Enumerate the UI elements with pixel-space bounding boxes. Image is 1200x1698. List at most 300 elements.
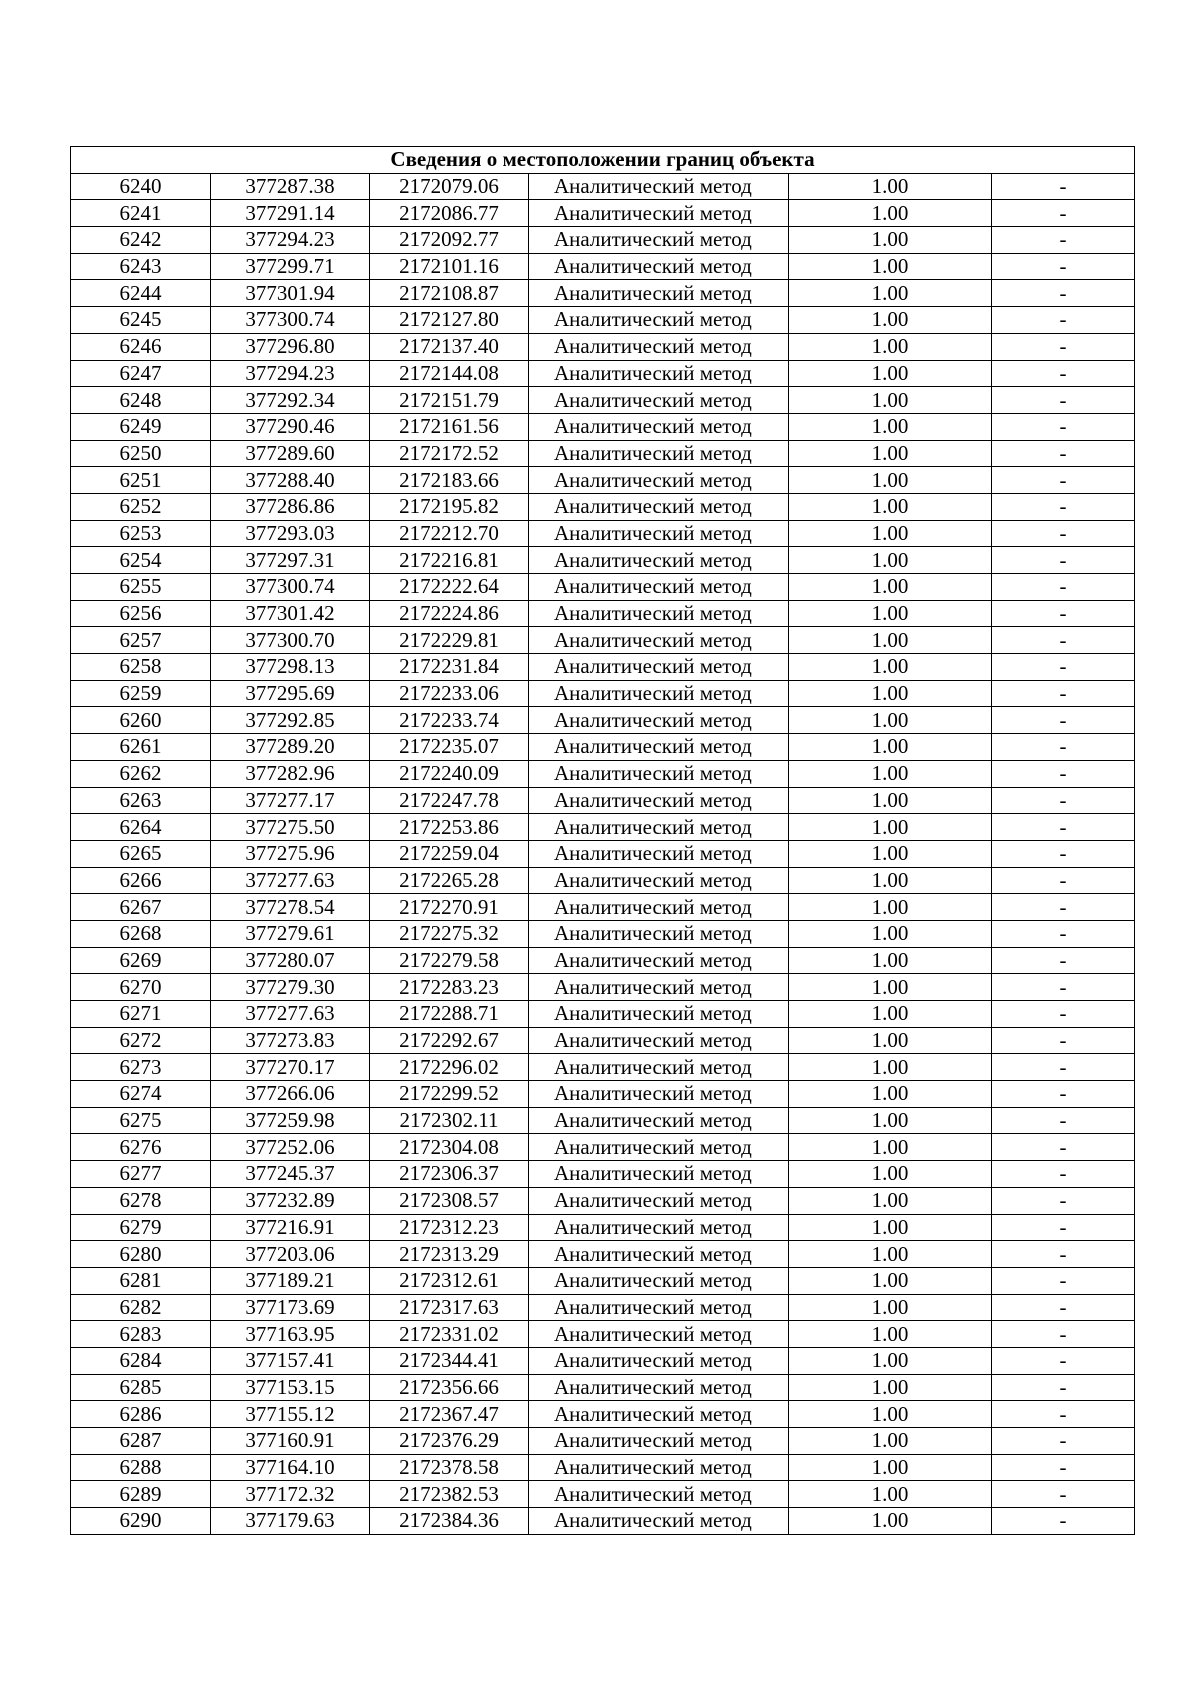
cell-method: Аналитический метод [529,654,789,681]
cell-note: - [992,787,1135,814]
cell-coordinate-y: 2172172.52 [370,440,529,467]
cell-accuracy: 1.00 [789,787,992,814]
cell-method: Аналитический метод [529,574,789,601]
cell-coordinate-x: 377275.50 [211,814,370,841]
cell-note: - [992,760,1135,787]
table-row [71,1428,1135,1455]
cell-coordinate-x: 377275.96 [211,840,370,867]
cell-coordinate-y: 2172313.29 [370,1241,529,1268]
table-title-row [71,147,1135,174]
cell-point-number: 6261 [71,734,211,761]
cell-coordinate-y: 2172306.37 [370,1161,529,1188]
cell-note: - [992,360,1135,387]
cell-note: - [992,227,1135,254]
cell-point-number: 6240 [71,173,211,200]
cell-point-number: 6248 [71,387,211,414]
table-row [71,1214,1135,1241]
cell-coordinate-x: 377245.37 [211,1161,370,1188]
cell-accuracy: 1.00 [789,1081,992,1108]
cell-coordinate-x: 377288.40 [211,467,370,494]
cell-method: Аналитический метод [529,947,789,974]
cell-coordinate-x: 377270.17 [211,1054,370,1081]
cell-note: - [992,1161,1135,1188]
table-row [71,467,1135,494]
table-row [71,333,1135,360]
cell-coordinate-y: 2172108.87 [370,280,529,307]
cell-method: Аналитический метод [529,200,789,227]
cell-method: Аналитический метод [529,1134,789,1161]
table-row [71,253,1135,280]
cell-coordinate-x: 377277.63 [211,1001,370,1028]
cell-coordinate-x: 377252.06 [211,1134,370,1161]
cell-accuracy: 1.00 [789,894,992,921]
cell-method: Аналитический метод [529,360,789,387]
boundary-coordinates-table [70,146,1135,1535]
cell-note: - [992,1454,1135,1481]
cell-point-number: 6265 [71,840,211,867]
cell-accuracy: 1.00 [789,947,992,974]
cell-method: Аналитический метод [529,1321,789,1348]
cell-coordinate-y: 2172247.78 [370,787,529,814]
cell-coordinate-y: 2172235.07 [370,734,529,761]
cell-accuracy: 1.00 [789,974,992,1001]
table-row [71,814,1135,841]
cell-coordinate-x: 377301.42 [211,600,370,627]
cell-coordinate-x: 377292.34 [211,387,370,414]
cell-method: Аналитический метод [529,760,789,787]
cell-note: - [992,413,1135,440]
cell-coordinate-x: 377164.10 [211,1454,370,1481]
cell-accuracy: 1.00 [789,173,992,200]
table-row [71,360,1135,387]
cell-coordinate-y: 2172092.77 [370,227,529,254]
cell-coordinate-y: 2172183.66 [370,467,529,494]
cell-note: - [992,253,1135,280]
cell-method: Аналитический метод [529,253,789,280]
cell-note: - [992,920,1135,947]
cell-coordinate-x: 377232.89 [211,1187,370,1214]
table-body [71,173,1135,1534]
cell-note: - [992,1027,1135,1054]
table-row [71,1321,1135,1348]
table-row [71,1054,1135,1081]
table-row [71,1161,1135,1188]
cell-point-number: 6278 [71,1187,211,1214]
cell-coordinate-y: 2172275.32 [370,920,529,947]
table-row [71,227,1135,254]
cell-coordinate-y: 2172283.23 [370,974,529,1001]
cell-coordinate-x: 377172.32 [211,1481,370,1508]
cell-note: - [992,1134,1135,1161]
cell-note: - [992,1321,1135,1348]
cell-accuracy: 1.00 [789,547,992,574]
cell-point-number: 6257 [71,627,211,654]
cell-point-number: 6290 [71,1508,211,1535]
cell-note: - [992,600,1135,627]
table-row [71,894,1135,921]
table-row [71,1294,1135,1321]
cell-method: Аналитический метод [529,1001,789,1028]
cell-method: Аналитический метод [529,387,789,414]
cell-coordinate-y: 2172259.04 [370,840,529,867]
cell-point-number: 6275 [71,1107,211,1134]
table-row [71,1187,1135,1214]
cell-coordinate-x: 377298.13 [211,654,370,681]
cell-method: Аналитический метод [529,1374,789,1401]
cell-accuracy: 1.00 [789,333,992,360]
table-row [71,387,1135,414]
cell-point-number: 6258 [71,654,211,681]
cell-coordinate-x: 377203.06 [211,1241,370,1268]
cell-coordinate-y: 2172086.77 [370,200,529,227]
cell-note: - [992,840,1135,867]
cell-note: - [992,333,1135,360]
cell-point-number: 6244 [71,280,211,307]
cell-point-number: 6270 [71,974,211,1001]
cell-coordinate-y: 2172376.29 [370,1428,529,1455]
cell-coordinate-x: 377279.61 [211,920,370,947]
cell-coordinate-x: 377300.74 [211,574,370,601]
cell-coordinate-y: 2172344.41 [370,1347,529,1374]
cell-point-number: 6277 [71,1161,211,1188]
cell-coordinate-y: 2172312.61 [370,1267,529,1294]
cell-coordinate-y: 2172270.91 [370,894,529,921]
cell-coordinate-y: 2172161.56 [370,413,529,440]
cell-coordinate-x: 377155.12 [211,1401,370,1428]
table-row [71,707,1135,734]
cell-note: - [992,1107,1135,1134]
cell-accuracy: 1.00 [789,1401,992,1428]
cell-accuracy: 1.00 [789,627,992,654]
cell-coordinate-y: 2172079.06 [370,173,529,200]
table-row [71,1081,1135,1108]
table-title: Сведения о местоположении границ объекта [71,147,1135,174]
cell-method: Аналитический метод [529,1454,789,1481]
cell-method: Аналитический метод [529,894,789,921]
table-row [71,680,1135,707]
cell-accuracy: 1.00 [789,1214,992,1241]
cell-accuracy: 1.00 [789,734,992,761]
cell-coordinate-y: 2172292.67 [370,1027,529,1054]
cell-point-number: 6256 [71,600,211,627]
table-row [71,627,1135,654]
cell-coordinate-x: 377277.63 [211,867,370,894]
cell-coordinate-x: 377291.14 [211,200,370,227]
cell-coordinate-x: 377279.30 [211,974,370,1001]
cell-coordinate-x: 377297.31 [211,547,370,574]
cell-method: Аналитический метод [529,413,789,440]
cell-accuracy: 1.00 [789,1187,992,1214]
cell-point-number: 6285 [71,1374,211,1401]
cell-point-number: 6279 [71,1214,211,1241]
cell-coordinate-y: 2172222.64 [370,574,529,601]
cell-point-number: 6259 [71,680,211,707]
cell-coordinate-y: 2172296.02 [370,1054,529,1081]
cell-method: Аналитический метод [529,1401,789,1428]
cell-note: - [992,307,1135,334]
cell-coordinate-y: 2172137.40 [370,333,529,360]
cell-accuracy: 1.00 [789,1267,992,1294]
cell-accuracy: 1.00 [789,413,992,440]
table-row [71,1001,1135,1028]
table-row [71,1454,1135,1481]
table-row [71,413,1135,440]
cell-point-number: 6267 [71,894,211,921]
cell-accuracy: 1.00 [789,387,992,414]
cell-note: - [992,680,1135,707]
cell-coordinate-x: 377295.69 [211,680,370,707]
cell-method: Аналитический метод [529,707,789,734]
table-row [71,760,1135,787]
cell-point-number: 6260 [71,707,211,734]
cell-accuracy: 1.00 [789,1161,992,1188]
cell-coordinate-x: 377300.74 [211,307,370,334]
cell-point-number: 6271 [71,1001,211,1028]
table-row [71,974,1135,1001]
cell-coordinate-y: 2172144.08 [370,360,529,387]
cell-point-number: 6288 [71,1454,211,1481]
cell-note: - [992,1481,1135,1508]
cell-method: Аналитический метод [529,680,789,707]
cell-accuracy: 1.00 [789,1374,992,1401]
cell-accuracy: 1.00 [789,360,992,387]
table-row [71,547,1135,574]
cell-method: Аналитический метод [529,787,789,814]
cell-coordinate-x: 377280.07 [211,947,370,974]
cell-coordinate-y: 2172127.80 [370,307,529,334]
cell-method: Аналитический метод [529,1241,789,1268]
cell-method: Аналитический метод [529,227,789,254]
cell-note: - [992,547,1135,574]
cell-coordinate-y: 2172216.81 [370,547,529,574]
cell-coordinate-x: 377296.80 [211,333,370,360]
cell-coordinate-x: 377153.15 [211,1374,370,1401]
cell-accuracy: 1.00 [789,280,992,307]
cell-coordinate-y: 2172279.58 [370,947,529,974]
cell-note: - [992,1187,1135,1214]
table-row [71,867,1135,894]
cell-method: Аналитический метод [529,1294,789,1321]
table-row [71,520,1135,547]
cell-method: Аналитический метод [529,467,789,494]
cell-coordinate-y: 2172212.70 [370,520,529,547]
cell-note: - [992,1401,1135,1428]
cell-method: Аналитический метод [529,547,789,574]
cell-method: Аналитический метод [529,600,789,627]
cell-coordinate-x: 377157.41 [211,1347,370,1374]
cell-accuracy: 1.00 [789,493,992,520]
table-row [71,1347,1135,1374]
cell-accuracy: 1.00 [789,814,992,841]
cell-note: - [992,1054,1135,1081]
cell-note: - [992,440,1135,467]
cell-method: Аналитический метод [529,1428,789,1455]
cell-coordinate-y: 2172288.71 [370,1001,529,1028]
cell-accuracy: 1.00 [789,1241,992,1268]
cell-point-number: 6281 [71,1267,211,1294]
cell-note: - [992,734,1135,761]
cell-coordinate-y: 2172378.58 [370,1454,529,1481]
cell-note: - [992,867,1135,894]
table-row [71,1027,1135,1054]
cell-note: - [992,894,1135,921]
cell-point-number: 6273 [71,1054,211,1081]
table-row [71,840,1135,867]
cell-accuracy: 1.00 [789,1347,992,1374]
cell-method: Аналитический метод [529,1214,789,1241]
cell-point-number: 6280 [71,1241,211,1268]
cell-coordinate-x: 377289.20 [211,734,370,761]
table-row [71,1481,1135,1508]
cell-point-number: 6262 [71,760,211,787]
cell-accuracy: 1.00 [789,1321,992,1348]
table-row [71,787,1135,814]
cell-method: Аналитический метод [529,734,789,761]
cell-note: - [992,627,1135,654]
cell-point-number: 6286 [71,1401,211,1428]
cell-method: Аналитический метод [529,440,789,467]
cell-method: Аналитический метод [529,1027,789,1054]
cell-point-number: 6283 [71,1321,211,1348]
cell-method: Аналитический метод [529,493,789,520]
cell-accuracy: 1.00 [789,760,992,787]
cell-method: Аналитический метод [529,920,789,947]
cell-point-number: 6246 [71,333,211,360]
cell-coordinate-y: 2172299.52 [370,1081,529,1108]
table-row [71,1508,1135,1535]
cell-note: - [992,467,1135,494]
table-row [71,280,1135,307]
cell-note: - [992,1374,1135,1401]
cell-coordinate-y: 2172195.82 [370,493,529,520]
cell-note: - [992,493,1135,520]
cell-coordinate-y: 2172302.11 [370,1107,529,1134]
cell-accuracy: 1.00 [789,680,992,707]
table-row [71,920,1135,947]
cell-coordinate-x: 377282.96 [211,760,370,787]
cell-coordinate-y: 2172101.16 [370,253,529,280]
cell-accuracy: 1.00 [789,253,992,280]
cell-accuracy: 1.00 [789,654,992,681]
cell-point-number: 6282 [71,1294,211,1321]
cell-note: - [992,1214,1135,1241]
cell-accuracy: 1.00 [789,200,992,227]
table-row [71,654,1135,681]
table-row [71,493,1135,520]
cell-point-number: 6247 [71,360,211,387]
cell-note: - [992,520,1135,547]
cell-coordinate-y: 2172224.86 [370,600,529,627]
cell-point-number: 6250 [71,440,211,467]
cell-note: - [992,654,1135,681]
cell-point-number: 6243 [71,253,211,280]
cell-method: Аналитический метод [529,840,789,867]
cell-note: - [992,947,1135,974]
cell-note: - [992,1241,1135,1268]
cell-method: Аналитический метод [529,1481,789,1508]
cell-accuracy: 1.00 [789,227,992,254]
cell-point-number: 6276 [71,1134,211,1161]
cell-accuracy: 1.00 [789,1428,992,1455]
cell-coordinate-x: 377277.17 [211,787,370,814]
cell-method: Аналитический метод [529,333,789,360]
cell-point-number: 6287 [71,1428,211,1455]
cell-accuracy: 1.00 [789,307,992,334]
cell-note: - [992,1267,1135,1294]
cell-accuracy: 1.00 [789,920,992,947]
cell-coordinate-y: 2172382.53 [370,1481,529,1508]
cell-point-number: 6251 [71,467,211,494]
cell-coordinate-y: 2172233.06 [370,680,529,707]
cell-method: Аналитический метод [529,1107,789,1134]
cell-coordinate-x: 377259.98 [211,1107,370,1134]
cell-coordinate-x: 377294.23 [211,227,370,254]
cell-point-number: 6264 [71,814,211,841]
table-row [71,734,1135,761]
cell-accuracy: 1.00 [789,1454,992,1481]
cell-method: Аналитический метод [529,867,789,894]
cell-note: - [992,200,1135,227]
cell-method: Аналитический метод [529,307,789,334]
cell-coordinate-x: 377300.70 [211,627,370,654]
cell-coordinate-x: 377163.95 [211,1321,370,1348]
table-row [71,1401,1135,1428]
cell-accuracy: 1.00 [789,1001,992,1028]
cell-coordinate-y: 2172384.36 [370,1508,529,1535]
cell-accuracy: 1.00 [789,1508,992,1535]
cell-coordinate-y: 2172233.74 [370,707,529,734]
cell-coordinate-y: 2172317.63 [370,1294,529,1321]
cell-coordinate-x: 377293.03 [211,520,370,547]
cell-coordinate-y: 2172240.09 [370,760,529,787]
cell-note: - [992,707,1135,734]
table-row [71,600,1135,627]
cell-point-number: 6242 [71,227,211,254]
cell-coordinate-x: 377294.23 [211,360,370,387]
cell-accuracy: 1.00 [789,1107,992,1134]
cell-point-number: 6272 [71,1027,211,1054]
cell-point-number: 6255 [71,574,211,601]
cell-coordinate-y: 2172229.81 [370,627,529,654]
cell-accuracy: 1.00 [789,1481,992,1508]
cell-method: Аналитический метод [529,974,789,1001]
cell-coordinate-y: 2172151.79 [370,387,529,414]
cell-method: Аналитический метод [529,1054,789,1081]
cell-point-number: 6241 [71,200,211,227]
table-row [71,1241,1135,1268]
table-row [71,574,1135,601]
cell-coordinate-y: 2172265.28 [370,867,529,894]
cell-accuracy: 1.00 [789,574,992,601]
cell-point-number: 6245 [71,307,211,334]
cell-accuracy: 1.00 [789,467,992,494]
cell-coordinate-x: 377287.38 [211,173,370,200]
cell-note: - [992,387,1135,414]
cell-method: Аналитический метод [529,280,789,307]
cell-point-number: 6289 [71,1481,211,1508]
cell-coordinate-y: 2172304.08 [370,1134,529,1161]
cell-accuracy: 1.00 [789,840,992,867]
cell-method: Аналитический метод [529,1267,789,1294]
cell-note: - [992,1428,1135,1455]
table-row [71,1134,1135,1161]
cell-coordinate-x: 377301.94 [211,280,370,307]
cell-note: - [992,1001,1135,1028]
cell-method: Аналитический метод [529,1161,789,1188]
cell-coordinate-x: 377289.60 [211,440,370,467]
cell-coordinate-x: 377292.85 [211,707,370,734]
cell-coordinate-x: 377286.86 [211,493,370,520]
